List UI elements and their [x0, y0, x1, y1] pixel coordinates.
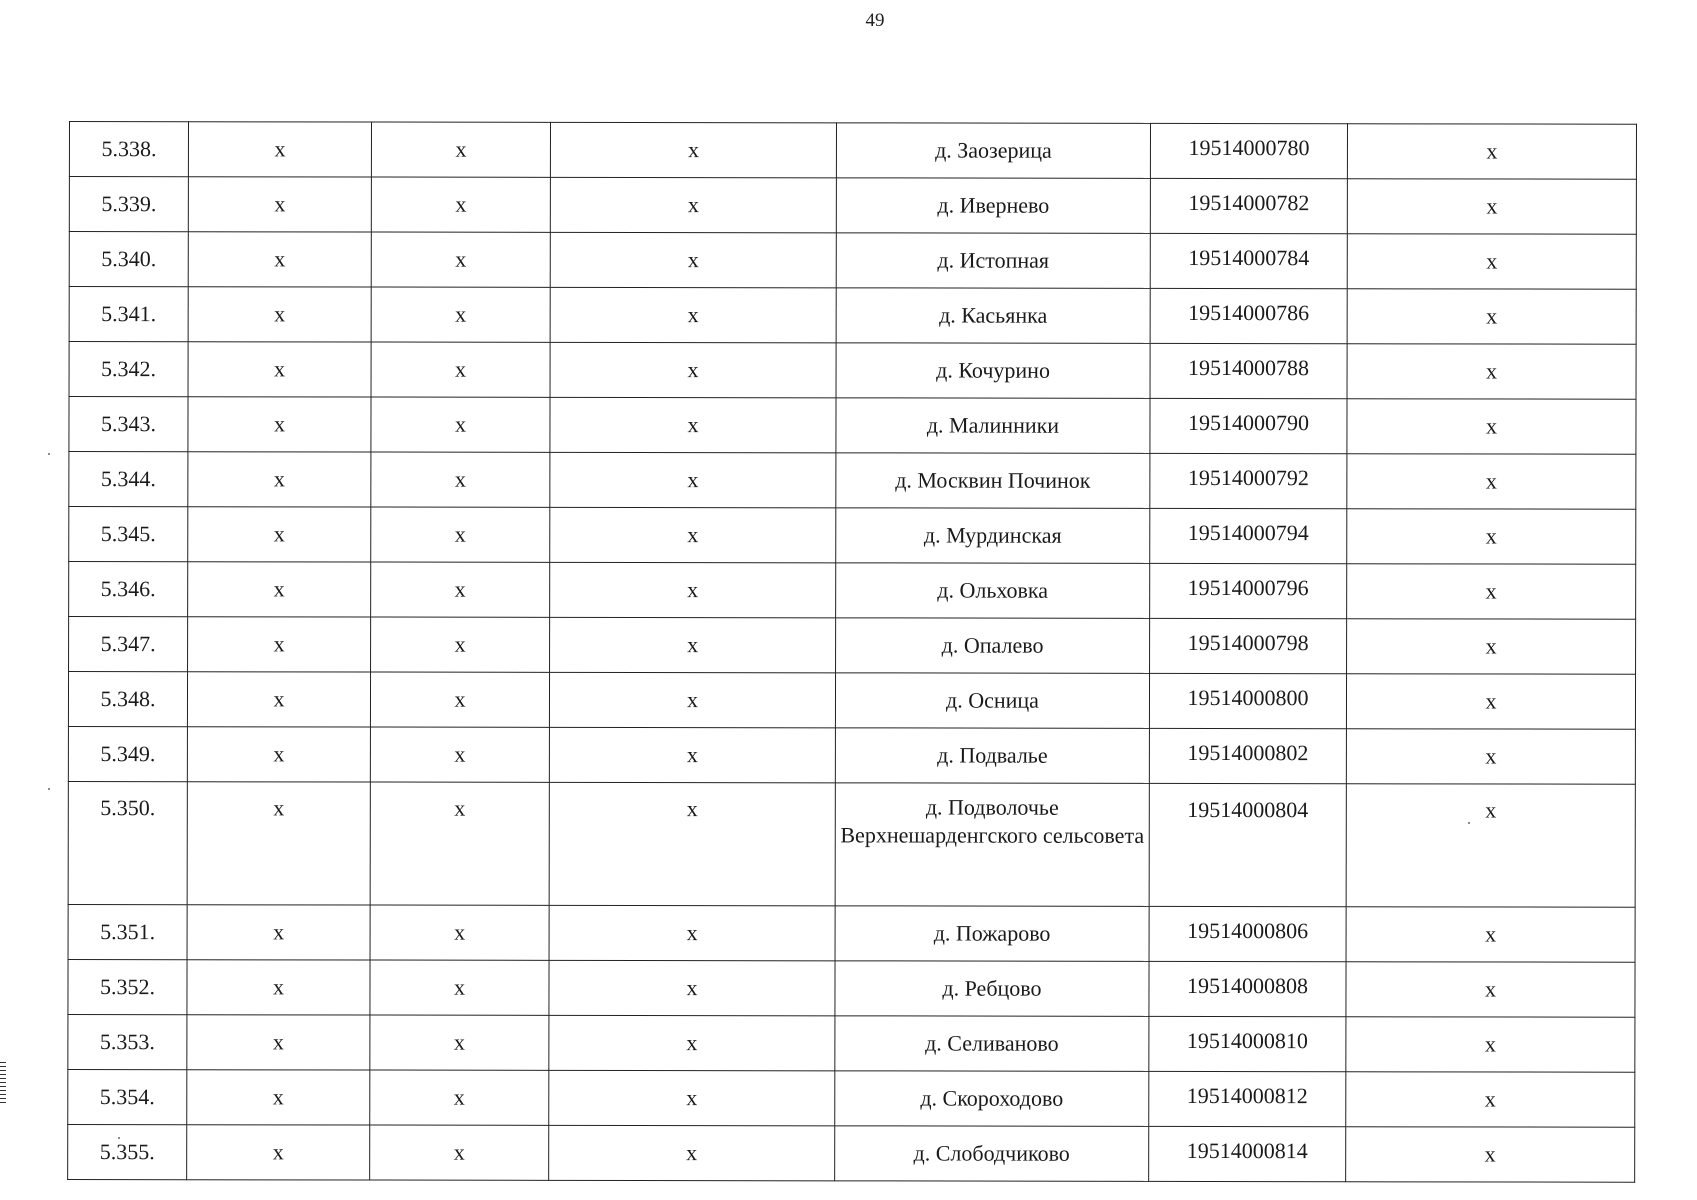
- cell-col-3: х: [370, 1125, 549, 1180]
- scan-artifact: [0, 1086, 6, 1087]
- row-number: 5.347.: [69, 617, 188, 672]
- row-number: 5.339.: [69, 177, 188, 232]
- cell-col-4: х: [550, 287, 836, 342]
- table-row: [68, 1124, 1635, 1182]
- scan-artifact: [48, 453, 50, 455]
- scan-artifact: [48, 788, 50, 790]
- cell-col-2: х: [187, 727, 370, 782]
- cell-col-3: х: [370, 672, 549, 727]
- table-row: [69, 397, 1636, 455]
- cell-col-4: х: [550, 342, 836, 397]
- cell-col-2: х: [187, 1070, 370, 1125]
- oktmo-code: 19514000804: [1149, 783, 1346, 906]
- cell-col-3: х: [371, 287, 550, 342]
- scan-artifact: [118, 1137, 120, 1139]
- table-row: [69, 562, 1636, 620]
- cell-col-3: х: [371, 617, 550, 672]
- settlement-name: д. Пожарово: [835, 906, 1149, 962]
- cell-col-2: х: [187, 1015, 370, 1070]
- table-row: [69, 287, 1636, 345]
- cell-col-2: х: [188, 177, 371, 232]
- cell-col-2: х: [187, 905, 370, 960]
- cell-col-7: х: [1346, 907, 1635, 963]
- cell-col-7: х: [1347, 289, 1636, 345]
- cell-col-2: х: [187, 1125, 370, 1180]
- table-row: [68, 726, 1635, 784]
- cell-col-4: х: [549, 672, 835, 727]
- cell-col-4: х: [550, 177, 836, 232]
- table-row: [69, 122, 1636, 180]
- settlement-name: д. Слободчиково: [835, 1126, 1149, 1182]
- row-number: 5.345.: [69, 507, 188, 562]
- cell-col-4: х: [550, 452, 836, 507]
- settlement-name: д. Подволочье Верхнешарденгского сельсовета: [835, 783, 1149, 907]
- cell-col-3: х: [370, 905, 549, 960]
- scan-artifact: [0, 1098, 6, 1099]
- row-number: 5.338.: [69, 122, 188, 177]
- row-number: 5.355.: [68, 1124, 187, 1179]
- cell-col-3: х: [371, 452, 550, 507]
- cell-col-7: х: [1347, 124, 1636, 180]
- cell-col-4: х: [549, 905, 835, 960]
- table-row: [68, 959, 1635, 1017]
- settlement-name: д. Малинники: [836, 398, 1150, 454]
- cell-col-2: х: [187, 672, 370, 727]
- scan-artifact: [0, 1066, 6, 1067]
- settlement-name: д. Селиваново: [835, 1016, 1149, 1072]
- table-row: [69, 507, 1636, 565]
- settlement-name: д. Ивернево: [836, 178, 1150, 234]
- cell-col-4: х: [549, 1070, 835, 1125]
- cell-col-4: х: [550, 397, 836, 452]
- oktmo-code: 19514000792: [1150, 453, 1347, 508]
- table-row: [69, 617, 1636, 675]
- settlement-name: д. Москвин Починок: [836, 453, 1150, 509]
- cell-col-2: х: [188, 562, 371, 617]
- cell-col-7: х: [1347, 454, 1636, 510]
- oktmo-code: 19514000800: [1149, 673, 1346, 728]
- cell-col-7: х: [1347, 234, 1636, 290]
- cell-col-7: х: [1347, 179, 1636, 235]
- cell-col-4: х: [549, 1015, 835, 1070]
- table-row: [69, 232, 1636, 290]
- scan-artifact: [1468, 822, 1470, 824]
- row-number: 5.348.: [68, 672, 187, 727]
- row-number: 5.350.: [68, 781, 187, 904]
- cell-col-7: х: [1346, 1072, 1635, 1128]
- oktmo-code: 19514000788: [1150, 343, 1347, 398]
- settlement-name: д. Ребцово: [835, 961, 1149, 1017]
- settlement-name: д. Подвалье: [835, 728, 1149, 784]
- table-row: [68, 1014, 1635, 1072]
- settlement-name: д. Опалево: [836, 618, 1150, 674]
- settlement-name: д. Ольховка: [836, 563, 1150, 619]
- scan-artifact: [0, 1102, 6, 1103]
- table-row: [68, 781, 1635, 907]
- row-number: 5.343.: [69, 397, 188, 452]
- oktmo-code: 19514000784: [1150, 233, 1347, 288]
- oktmo-code: 19514000814: [1149, 1126, 1346, 1181]
- cell-col-2: х: [188, 617, 371, 672]
- table-row: [68, 1069, 1635, 1127]
- cell-col-2: х: [187, 960, 370, 1015]
- cell-col-2: х: [187, 782, 370, 905]
- cell-col-7: х: [1346, 1017, 1635, 1073]
- row-number: 5.344.: [69, 452, 188, 507]
- cell-col-3: х: [370, 960, 549, 1015]
- table-row: [69, 452, 1636, 510]
- cell-col-3: х: [371, 177, 550, 232]
- oktmo-code: 19514000780: [1150, 123, 1347, 178]
- oktmo-code: 19514000786: [1150, 288, 1347, 343]
- oktmo-code: 19514000808: [1149, 961, 1346, 1016]
- scan-artifact: [0, 1082, 6, 1083]
- table-row: [68, 904, 1635, 962]
- scan-artifact: [0, 1094, 6, 1095]
- oktmo-code: 19514000794: [1150, 508, 1347, 563]
- row-number: 5.342.: [69, 342, 188, 397]
- cell-col-3: х: [371, 562, 550, 617]
- cell-col-3: х: [371, 122, 550, 177]
- cell-col-7: х: [1347, 564, 1636, 620]
- cell-col-4: х: [550, 507, 836, 562]
- table-body: [68, 122, 1637, 1183]
- settlement-name: д. Осница: [835, 673, 1149, 729]
- page-number: 49: [865, 10, 885, 31]
- settlement-name: д. Кочурино: [836, 343, 1150, 399]
- cell-col-7: х: [1346, 1127, 1635, 1183]
- cell-col-7: х: [1346, 674, 1635, 730]
- cell-col-2: х: [188, 232, 371, 287]
- row-number: 5.346.: [69, 562, 188, 617]
- scan-artifact: [0, 1062, 6, 1063]
- settlement-name: д. Скороходово: [835, 1071, 1149, 1127]
- cell-col-7: х: [1346, 784, 1635, 908]
- cell-col-3: х: [370, 727, 549, 782]
- cell-col-3: х: [371, 507, 550, 562]
- settlement-name: д. Мурдинская: [836, 508, 1150, 564]
- settlement-name: д. Истопная: [836, 233, 1150, 289]
- cell-col-7: х: [1346, 962, 1635, 1018]
- row-number: 5.351.: [68, 904, 187, 959]
- row-number: 5.340.: [69, 232, 188, 287]
- row-number: 5.349.: [68, 726, 187, 781]
- cell-col-4: х: [549, 782, 835, 905]
- cell-col-2: х: [188, 397, 371, 452]
- scan-artifact: [0, 1070, 6, 1071]
- table-row: [68, 672, 1635, 730]
- row-number: 5.354.: [68, 1069, 187, 1124]
- table-row: [69, 342, 1636, 400]
- scan-artifact: [0, 1090, 6, 1091]
- cell-col-2: х: [188, 342, 371, 397]
- row-number: 5.353.: [68, 1014, 187, 1069]
- oktmo-code: 19514000796: [1150, 563, 1347, 618]
- cell-col-3: х: [371, 232, 550, 287]
- oktmo-code: 19514000812: [1149, 1071, 1346, 1126]
- settlement-name: д. Касьянка: [836, 288, 1150, 344]
- cell-col-4: х: [549, 1125, 835, 1180]
- row-number: 5.341.: [69, 287, 188, 342]
- cell-col-7: х: [1347, 399, 1636, 455]
- scan-artifact: [0, 1074, 6, 1075]
- cell-col-7: х: [1346, 729, 1635, 785]
- cell-col-3: х: [370, 782, 549, 905]
- oktmo-code: 19514000802: [1149, 728, 1346, 783]
- cell-col-7: х: [1347, 509, 1636, 565]
- cell-col-2: х: [188, 287, 371, 342]
- scan-artifact: [0, 1078, 6, 1079]
- oktmo-code: 19514000782: [1150, 178, 1347, 233]
- cell-col-4: х: [550, 232, 836, 287]
- oktmo-code: 19514000806: [1149, 906, 1346, 961]
- cell-col-2: х: [188, 122, 371, 177]
- cell-col-3: х: [370, 1070, 549, 1125]
- cell-col-3: х: [371, 342, 550, 397]
- oktmo-code: 19514000798: [1150, 618, 1347, 673]
- cell-col-4: х: [549, 960, 835, 1015]
- cell-col-4: х: [550, 122, 836, 177]
- oktmo-code: 19514000790: [1150, 398, 1347, 453]
- cell-col-4: х: [549, 727, 835, 782]
- cell-col-3: х: [371, 397, 550, 452]
- cell-col-7: х: [1347, 344, 1636, 400]
- table-row: [69, 177, 1636, 235]
- cell-col-3: х: [370, 1015, 549, 1070]
- row-number: 5.352.: [68, 959, 187, 1014]
- cell-col-4: х: [550, 617, 836, 672]
- cell-col-2: х: [188, 507, 371, 562]
- cell-col-7: х: [1347, 619, 1636, 675]
- settlements-table: [67, 121, 1637, 1183]
- settlement-name: д. Заозерица: [836, 123, 1150, 179]
- cell-col-2: х: [188, 452, 371, 507]
- cell-col-4: х: [550, 562, 836, 617]
- oktmo-code: 19514000810: [1149, 1016, 1346, 1071]
